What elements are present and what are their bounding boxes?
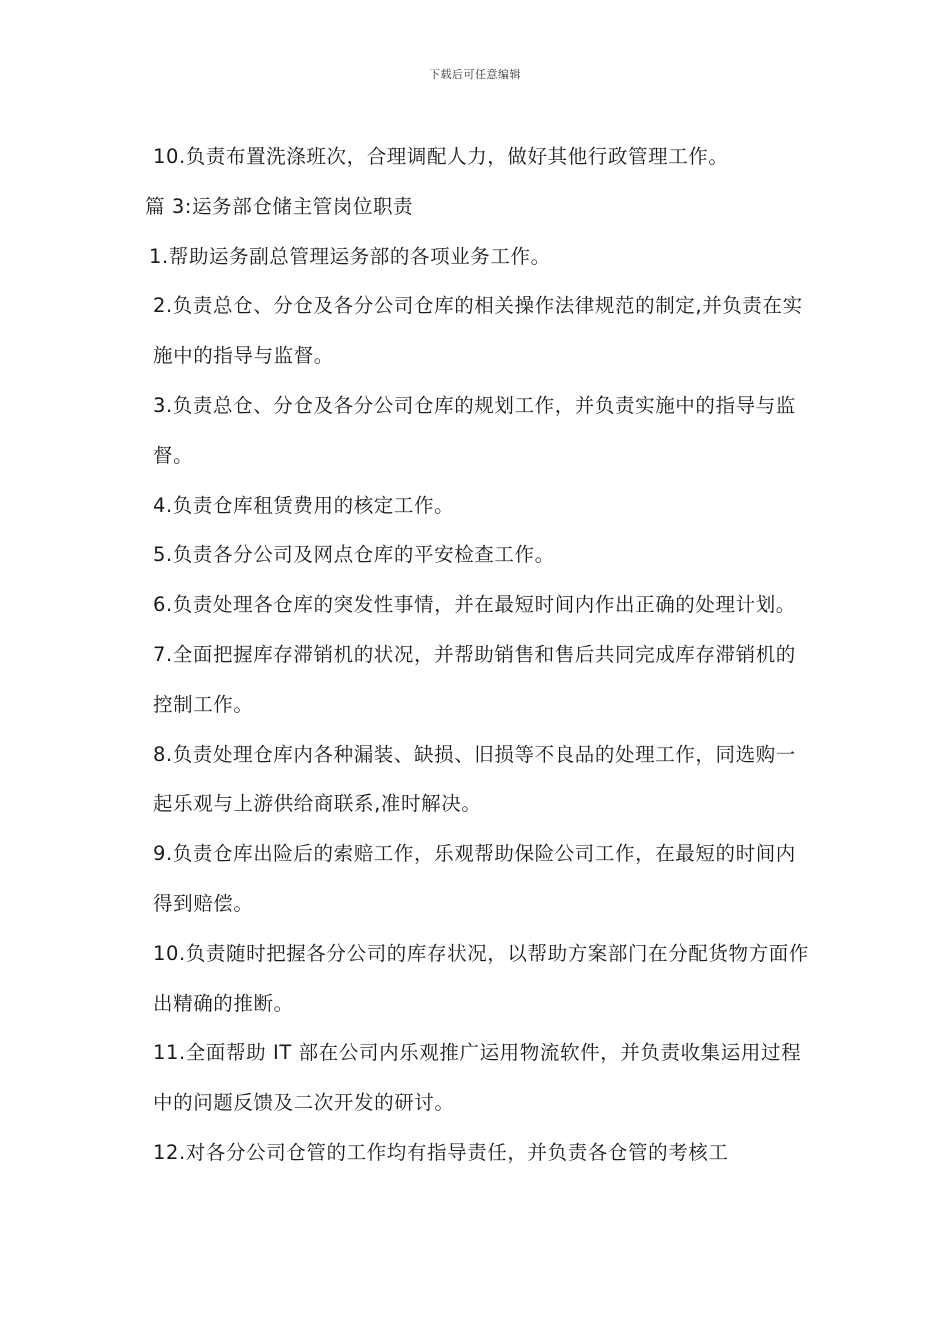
- paragraph-item-10: 10.负责随时把握各分公司的库存状况，以帮助方案部门在分配货物方面作出精确的推断。: [153, 941, 809, 1015]
- paragraph-item-12: 12.对各分公司仓管的工作均有指导责任，并负责各仓管的考核工: [153, 1140, 729, 1164]
- paragraph-item-4: 4.负责仓库租赁费用的核定工作。: [153, 493, 455, 517]
- document-body: [145, 132, 810, 1178]
- paragraph-item-9: 9.负责仓库出险后的索赔工作，乐观帮助保险公司工作，在最短的时间内得到赔偿。: [153, 842, 796, 915]
- section-heading: 篇 3:运务部仓储主管岗位职责: [145, 194, 414, 218]
- paragraph-item-2: 2.负责总仓、分仓及各分公司仓库的相关操作法律规范的制定,并负责在实施中的指导与监督。: [153, 294, 803, 368]
- paragraph-item-3: 3.负责总仓、分仓及各分公司仓库的规划工作，并负责实施中的指导与监督。: [153, 393, 796, 467]
- paragraph-item-1: 1.帮助运务副总管理运务部的各项业务工作。: [149, 244, 551, 268]
- paragraph-item-7: 7.全面把握库存滞销机的状况，并帮助销售和售后共同完成库存滞销机的控制工作。: [153, 642, 796, 716]
- paragraph-item-11: 11.全面帮助 IT 部在公司内乐观推广运用物流软件，并负责收集运用过程中的问题反馈及二次开发的研讨。: [153, 1041, 802, 1115]
- page-header-note: 下载后可任意编辑: [429, 68, 521, 81]
- paragraph-item-8: 8.负责处理仓库内各种漏装、缺损、旧损等不良品的处理工作，同选购一起乐观与上游供给商联系,准时解决。: [153, 742, 796, 816]
- paragraph-item-6: 6.负责处理各仓库的突发性事情，并在最短时间内作出正确的处理计划。: [153, 593, 796, 617]
- paragraph-item-10-laundry: 10.负责布置洗涤班次，合理调配人力，做好其他行政管理工作。: [153, 145, 729, 168]
- paragraph-item-5: 5.负责各分公司及网点仓库的平安检查工作。: [153, 543, 555, 567]
